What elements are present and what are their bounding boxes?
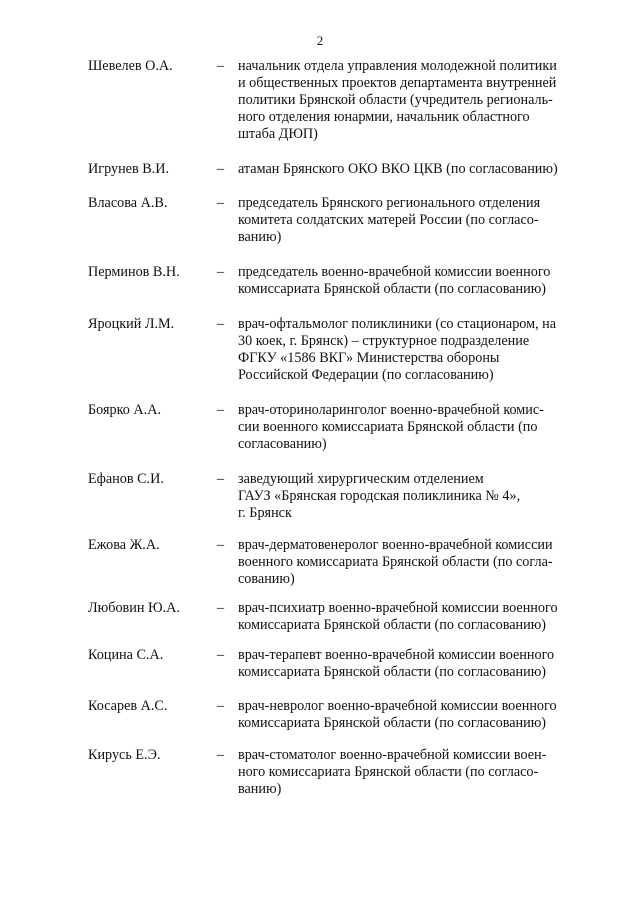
- dash: –: [217, 402, 225, 418]
- member-name: Любовин Ю.А.: [88, 600, 180, 616]
- member-entry: [0, 537, 640, 587]
- description-line: председатель Брянского регионального отделения: [238, 195, 541, 211]
- member-entry: [0, 58, 640, 142]
- description-line: председатель военно-врачебной комиссии военного: [238, 264, 551, 280]
- description-line: согласованию): [238, 436, 327, 452]
- description-line: г. Брянск: [238, 505, 292, 521]
- member-description: [238, 195, 578, 246]
- member-description: [238, 161, 578, 178]
- description-line: Российской Федерации (по согласованию): [238, 367, 494, 383]
- member-name: Перминов В.Н.: [88, 264, 180, 280]
- member-entry: [0, 402, 640, 452]
- member-entry: [0, 747, 640, 797]
- dash: –: [217, 316, 225, 332]
- description-line: политики Брянской области (учредитель региональ-: [238, 92, 553, 108]
- member-name: Ефанов С.И.: [88, 471, 164, 487]
- member-description: [238, 747, 578, 798]
- description-line: комиссариата Брянской области (по согласованию): [238, 664, 547, 680]
- description-line: сованию): [238, 571, 295, 587]
- member-description: [238, 537, 578, 588]
- member-name: Боярко А.А.: [88, 402, 161, 418]
- description-line: штаба ДЮП): [238, 126, 318, 142]
- description-line: начальник отдела управления молодежной политики: [238, 58, 557, 74]
- description-line: врач-офтальмолог поликлиники (со стационаром, на: [238, 316, 557, 332]
- description-line: ФГКУ «1586 ВКГ» Министерства обороны: [238, 350, 500, 366]
- member-description: [238, 264, 578, 298]
- dash: –: [217, 600, 225, 616]
- description-line: врач-стоматолог военно-врачебной комиссии воен-: [238, 747, 547, 763]
- member-description: [238, 471, 578, 522]
- member-name: Ежова Ж.А.: [88, 537, 160, 553]
- description-line: и общественных проектов департамента внутренней: [238, 75, 557, 91]
- description-line: комиссариата Брянской области (по согласованию): [238, 715, 547, 731]
- description-line: ванию): [238, 781, 282, 797]
- description-line: врач-психиатр военно-врачебной комиссии военного: [238, 600, 558, 616]
- member-entry: [0, 264, 640, 297]
- member-entry: [0, 471, 640, 521]
- dash: –: [217, 647, 225, 663]
- description-line: 30 коек, г. Брянск) – структурное подразделение: [238, 333, 530, 349]
- dash: –: [217, 747, 225, 763]
- page-number: 2: [316, 33, 324, 48]
- dash: –: [217, 264, 225, 280]
- member-name: Косарев А.С.: [88, 698, 168, 714]
- member-name: Игрунев В.И.: [88, 161, 170, 177]
- description-line: комиссариата Брянской области (по согласованию): [238, 617, 547, 633]
- member-name: Коцина С.А.: [88, 647, 164, 663]
- member-name: Шевелев О.А.: [88, 58, 173, 74]
- member-entry: [0, 647, 640, 680]
- member-entry: [0, 195, 640, 245]
- member-entry: [0, 316, 640, 383]
- description-line: комиссариата Брянской области (по согласованию): [238, 281, 547, 297]
- description-line: врач-дерматовенеролог военно-врачебной комиссии: [238, 537, 553, 553]
- member-entry: [0, 698, 640, 731]
- description-line: ного комиссариата Брянской области (по согласо-: [238, 764, 539, 780]
- member-description: [238, 58, 578, 143]
- description-line: врач-оториноларинголог военно-врачебной комис-: [238, 402, 544, 418]
- member-description: [238, 600, 578, 634]
- dash: –: [217, 471, 225, 487]
- member-name: Власова А.В.: [88, 195, 168, 211]
- dash: –: [217, 537, 225, 553]
- description-line: врач-терапевт военно-врачебной комиссии военного: [238, 647, 555, 663]
- member-entry: [0, 161, 640, 177]
- description-line: ГАУЗ «Брянская городская поликлиника № 4»,: [238, 488, 521, 504]
- member-entry: [0, 600, 640, 633]
- description-line: сии военного комиссариата Брянской области (по: [238, 419, 538, 435]
- description-line: атаман Брянского ОКО ВКО ЦКВ (по согласованию): [238, 161, 558, 177]
- description-line: военного комиссариата Брянской области (по согла-: [238, 554, 553, 570]
- dash: –: [217, 698, 225, 714]
- member-description: [238, 316, 578, 384]
- description-line: врач-невролог военно-врачебной комиссии военного: [238, 698, 557, 714]
- description-line: заведующий хирургическим отделением: [238, 471, 484, 487]
- dash: –: [217, 195, 225, 211]
- member-name: Яроцкий Л.М.: [88, 316, 175, 332]
- member-name: Кирусь Е.Э.: [88, 747, 161, 763]
- member-description: [238, 698, 578, 732]
- dash: –: [217, 58, 225, 74]
- description-line: ванию): [238, 229, 282, 245]
- member-description: [238, 647, 578, 681]
- member-description: [238, 402, 578, 453]
- description-line: комитета солдатских матерей России (по согласо-: [238, 212, 539, 228]
- description-line: ного отделения юнармии, начальник областного: [238, 109, 530, 125]
- dash: –: [217, 161, 225, 177]
